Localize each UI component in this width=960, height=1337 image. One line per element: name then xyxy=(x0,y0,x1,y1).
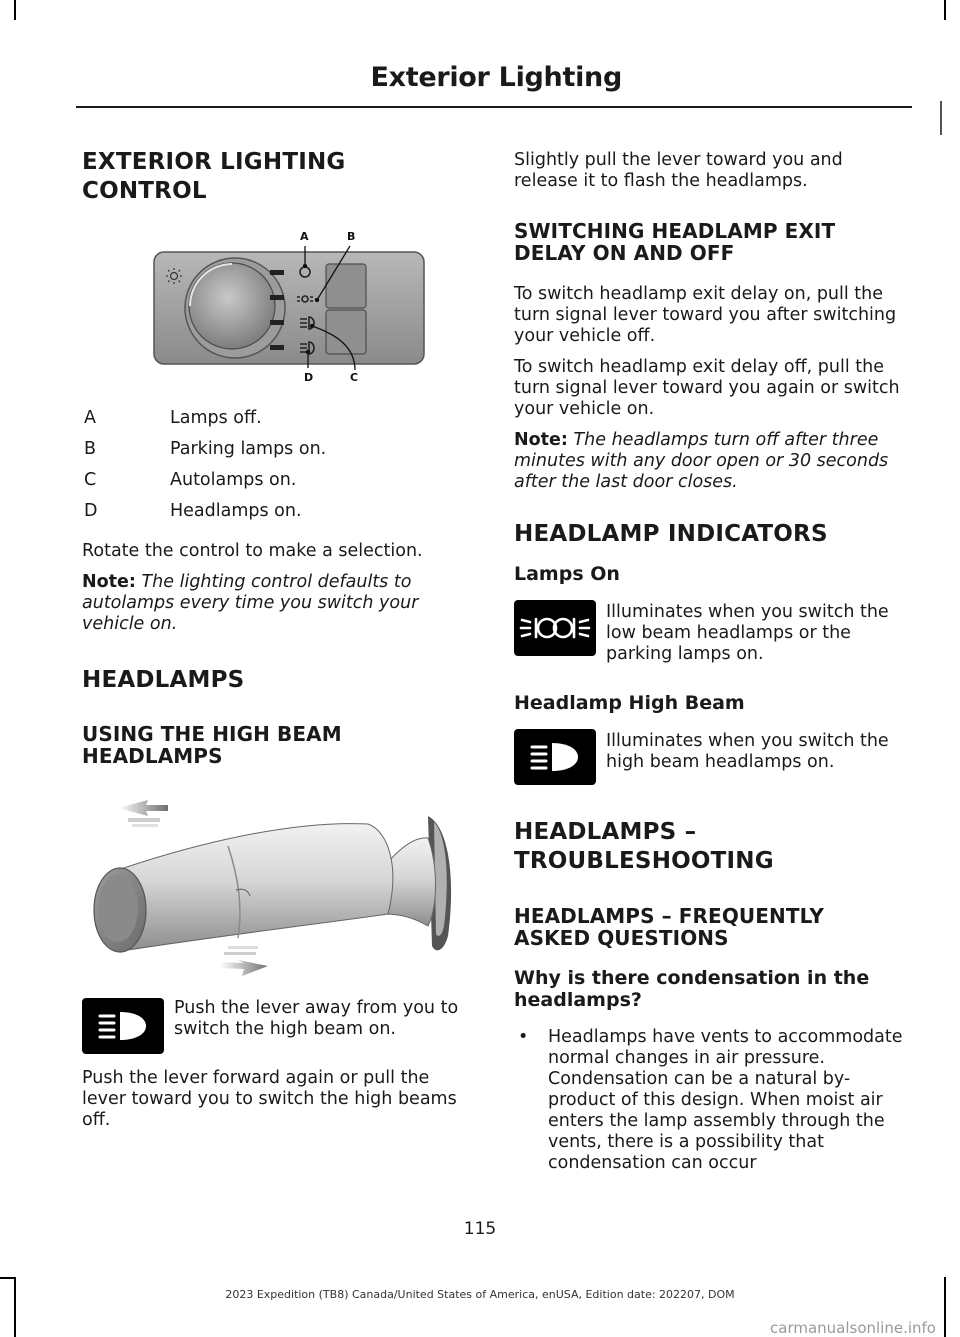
turn-signal-lever-illustration xyxy=(88,786,466,980)
page-header-title: Exterior Lighting xyxy=(370,62,622,93)
subheading-faq: HEADLAMPS – FREQUENTLY ASKED QUESTIONS xyxy=(514,904,824,950)
high-beam-indicator-text: Illuminates when you switch the high beam headlamps on. xyxy=(606,731,889,772)
lighting-control-diagram xyxy=(150,226,435,386)
push-lever-text: Push the lever away from you to switch the high beam on. xyxy=(174,998,459,1039)
subheading-lamps-on: Lamps On xyxy=(514,563,620,585)
legend-row-b: B Parking lamps on. xyxy=(84,439,327,459)
lamps-on-icon xyxy=(514,600,596,656)
section-heading-headlamps: HEADLAMPS xyxy=(82,667,245,693)
page-number: 115 xyxy=(463,1219,497,1239)
header-rule xyxy=(76,106,912,108)
legend-row-a: A Lamps off. xyxy=(84,408,262,428)
high-beam-indicator-icon xyxy=(514,729,596,785)
note-headlamps-turn-off: Note: The headlamps turn off after three minutes with any door open or 30 seconds after the last door closes. xyxy=(514,430,889,492)
subheading-exit-delay: SWITCHING HEADLAMP EXIT DELAY ON AND OFF xyxy=(514,219,836,265)
rotate-instruction: Rotate the control to make a selection. xyxy=(82,541,423,561)
high-beam-icon-box xyxy=(82,998,164,1054)
lamps-on-text: Illuminates when you switch the low beam headlamps or the parking lamps on. xyxy=(606,602,889,664)
subheading-headlamp-high-beam: Headlamp High Beam xyxy=(514,692,745,714)
note-lighting-default: Note: The lighting control defaults to autolamps every time you switch your vehicle on. xyxy=(82,572,419,634)
edition-line: 2023 Expedition (TB8) Canada/United States of America, enUSA, Edition date: 202207, DOM xyxy=(225,1288,735,1301)
high-beam-icon xyxy=(82,998,164,1054)
legend-list xyxy=(84,408,464,532)
legend-row-d: D Headlamps on. xyxy=(84,501,302,521)
watermark: carmanualsonline.info xyxy=(770,1319,936,1337)
high-beam-off-text: Push the lever forward again or pull the lever toward you to switch the high beams off. xyxy=(82,1068,457,1130)
high-beam-indicator-box xyxy=(514,729,596,785)
legend-row-c: C Autolamps on. xyxy=(84,470,297,490)
diagram-label-d: D xyxy=(304,371,314,384)
lamps-on-icon-box xyxy=(514,600,596,656)
crop-mark-top-right xyxy=(944,0,946,20)
subheading-using-high-beam: USING THE HIGH BEAM HEADLAMPS xyxy=(82,722,342,768)
section-heading-exterior-lighting-control: EXTERIOR LIGHTING CONTROL xyxy=(82,149,346,204)
crop-mark-bottom-right xyxy=(944,1277,946,1337)
list-item-vents: • Headlamps have vents to accommodate normal changes in air pressure. Condensation can be a natural by-product of this design. When moist air enters the lamp assembly through the vents, there is a possibility that condensation can occur xyxy=(518,1027,903,1173)
section-heading-headlamp-indicators: HEADLAMP INDICATORS xyxy=(514,521,828,547)
exit-delay-on-text: To switch headlamp exit delay on, pull the turn signal lever toward you after switching your vehicle off. xyxy=(514,284,897,346)
flash-headlamps-text: Slightly pull the lever toward you and release it to flash the headlamps. xyxy=(514,150,843,191)
crop-mark-top-left xyxy=(14,0,16,20)
diagram-label-c: C xyxy=(350,371,359,384)
diagram-label-a: A xyxy=(300,230,309,243)
exit-delay-off-text: To switch headlamp exit delay off, pull the turn signal lever toward you again or switch your vehicle on. xyxy=(514,357,900,419)
crop-mark-bottom-left-h xyxy=(0,1277,16,1279)
crop-mark-bottom-left xyxy=(14,1277,16,1337)
diagram-label-b: B xyxy=(347,230,356,243)
section-heading-troubleshooting: HEADLAMPS – TROUBLESHOOTING xyxy=(514,819,774,874)
question-condensation: Why is there condensation in the headlamps? xyxy=(514,967,870,1011)
crop-mark-right-upper xyxy=(940,101,942,135)
